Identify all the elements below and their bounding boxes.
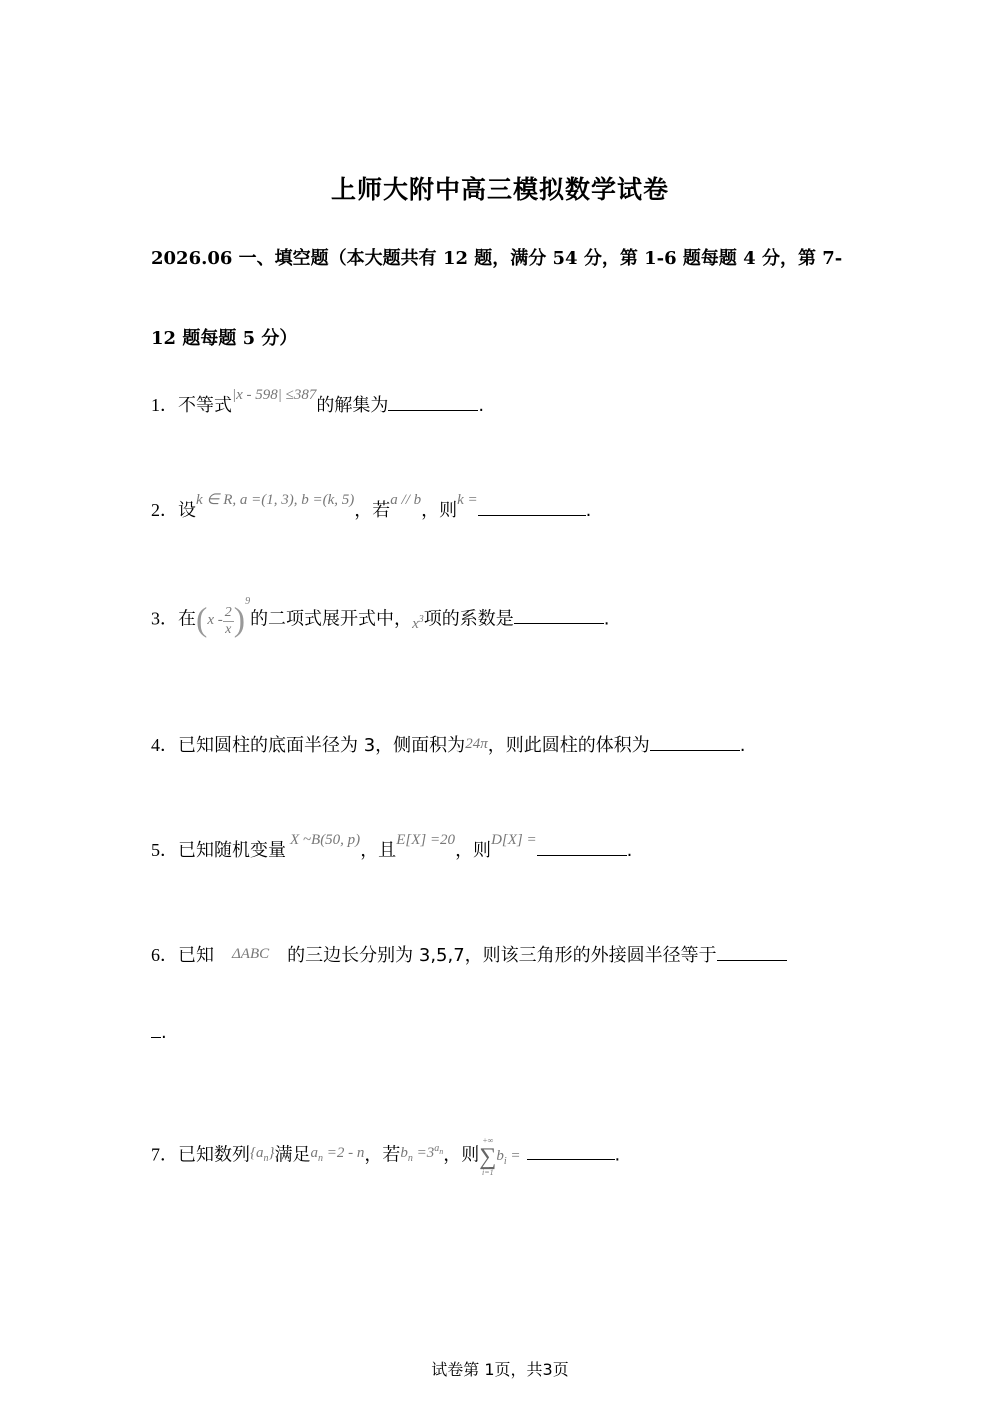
exponent: 3	[418, 614, 424, 626]
math-expression	[400, 1143, 444, 1165]
question-text: 在	[178, 608, 196, 630]
answer-blank[interactable]	[527, 1143, 615, 1160]
question-number: 3．	[151, 608, 178, 629]
math-term: }	[268, 1145, 275, 1162]
question-text: ，则	[421, 500, 458, 521]
question-number: 6．	[151, 945, 178, 965]
answer-blank[interactable]	[514, 607, 604, 624]
period: .	[626, 840, 633, 861]
math-expression: D[X] =	[491, 832, 537, 848]
math-term: a	[310, 1145, 318, 1162]
question-text: 已知圆柱的底面半径为 3，侧面积为	[178, 735, 466, 756]
answer-blank[interactable]	[717, 944, 787, 961]
period: .	[739, 735, 746, 756]
question-7	[151, 1136, 620, 1178]
page-title: 上师大附中高三模拟数学试卷	[330, 175, 669, 204]
denominator: x	[225, 621, 232, 637]
math-term: =2 - n	[323, 1145, 365, 1162]
answer-blank[interactable]	[388, 394, 478, 411]
math-expression: a // b	[390, 492, 422, 508]
question-text: 已知	[178, 945, 214, 966]
question-6	[151, 941, 787, 967]
exponent: 9	[245, 596, 251, 608]
period: .	[478, 395, 485, 416]
sum-lower-limit: i=1	[481, 1168, 494, 1177]
math-expression: k ∈ R, a =(1, 3), b =(k, 5)	[196, 492, 355, 508]
math-expression	[196, 596, 251, 639]
math-term: b	[400, 1145, 408, 1162]
question-2	[151, 492, 592, 522]
subscript: n	[407, 1153, 413, 1165]
subscript: n	[318, 1153, 323, 1165]
period: .	[603, 608, 610, 630]
math-term: b	[496, 1148, 504, 1165]
question-number: 5．	[151, 840, 178, 860]
answer-blank[interactable]	[650, 734, 740, 751]
question-text: 满足	[274, 1144, 311, 1166]
question-text: 项的系数是	[423, 608, 514, 630]
math-term: =	[506, 1148, 521, 1165]
math-expression: E[X] =20	[396, 832, 456, 848]
question-text: 已知数列	[178, 1144, 250, 1166]
left-paren-icon: (	[196, 602, 208, 639]
question-text: 不等式	[178, 395, 232, 416]
question-number: 1．	[151, 395, 178, 415]
answer-blank[interactable]	[537, 839, 627, 856]
question-text: 设	[178, 500, 196, 521]
section-header-line1: 2026.06 一、填空题（本大题共有 12 题，满分 54 分，第 1-6 题每题 4 分，第 7-	[151, 248, 843, 269]
question-5	[151, 832, 633, 862]
question-text: ，若	[364, 1144, 401, 1166]
math-expression	[310, 1145, 365, 1165]
subscript: i	[503, 1156, 507, 1168]
right-paren-icon: )	[233, 602, 246, 639]
subscript: n	[439, 1147, 444, 1157]
math-term: =3	[412, 1145, 435, 1162]
question-text: 已知随机变量	[178, 840, 286, 861]
question-6-continued	[151, 1021, 167, 1043]
question-text: ，且	[360, 840, 397, 861]
subscript: n	[263, 1153, 269, 1165]
question-number: 2．	[151, 500, 178, 520]
page-footer: 试卷第 1页，共3页	[431, 1360, 569, 1379]
math-expression: |x - 598| ≤387	[232, 387, 317, 403]
math-expression	[479, 1136, 521, 1177]
sigma-icon: ∑	[479, 1144, 497, 1170]
question-text: 的解集为	[316, 395, 389, 416]
math-term: x -	[207, 612, 223, 629]
math-expression: 24π	[465, 736, 488, 752]
section-header-line2: 12 题每题 5 分）	[151, 328, 298, 349]
question-1	[151, 387, 485, 417]
math-expression	[250, 1145, 275, 1165]
math-expression: X ~B(50, p)	[290, 832, 361, 848]
question-text: ，若	[354, 500, 391, 521]
question-number: 7．	[151, 1144, 178, 1165]
math-expression: k =	[457, 492, 478, 508]
question-text: 的二项式展开式中，	[250, 608, 413, 630]
numerator: 2	[224, 604, 232, 620]
period: .	[161, 1022, 167, 1043]
question-4	[151, 731, 745, 757]
answer-blank[interactable]	[478, 499, 586, 516]
math-expression: ΔABC	[232, 946, 270, 962]
question-3	[151, 596, 610, 640]
sum-upper-limit: +∞	[482, 1136, 494, 1145]
summation	[479, 1136, 496, 1178]
exponent	[434, 1143, 444, 1157]
math-term: {a	[250, 1145, 264, 1162]
period: .	[614, 1144, 621, 1166]
question-number: 4．	[151, 735, 178, 755]
math-term: a	[434, 1143, 440, 1155]
question-text: ，则此圆柱的体积为	[487, 735, 650, 756]
question-text: ，则	[455, 840, 492, 861]
math-expression	[412, 616, 424, 632]
question-text: ，则	[443, 1144, 480, 1166]
question-text: 的三边长分别为 3,5,7，则该三角形的外接圆半径等于	[287, 945, 717, 966]
fraction	[223, 605, 234, 638]
math-term: x	[412, 616, 419, 633]
answer-blank-continued[interactable]	[151, 1021, 161, 1038]
period: .	[585, 500, 592, 521]
